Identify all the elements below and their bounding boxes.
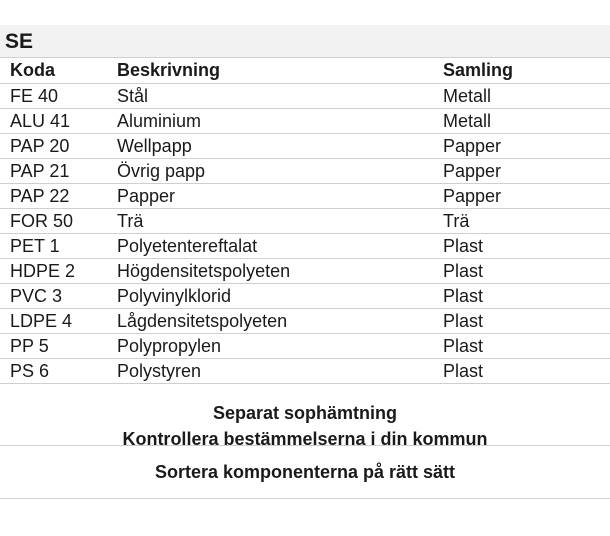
collection-cell: Plast bbox=[443, 234, 610, 259]
code-cell: ALU 41 bbox=[0, 109, 117, 134]
collection-cell: Trä bbox=[443, 209, 610, 234]
table-row bbox=[0, 134, 610, 159]
header-collection: Samling bbox=[443, 58, 610, 84]
table-row bbox=[0, 84, 610, 109]
header-code: Koda bbox=[0, 58, 117, 84]
table-header-row bbox=[0, 58, 610, 84]
collection-note bbox=[0, 384, 610, 449]
description-cell: Stål bbox=[117, 84, 443, 109]
collection-cell: Plast bbox=[443, 259, 610, 284]
code-cell: PAP 22 bbox=[0, 184, 117, 209]
code-cell: PP 5 bbox=[0, 334, 117, 359]
table-row bbox=[0, 334, 610, 359]
collection-cell: Papper bbox=[443, 184, 610, 209]
description-cell: Papper bbox=[117, 184, 443, 209]
table-row bbox=[0, 109, 610, 134]
description-cell: Aluminium bbox=[117, 109, 443, 134]
code-cell: HDPE 2 bbox=[0, 259, 117, 284]
sort-correctly-text: Sortera komponenterna på rätt sätt bbox=[154, 462, 456, 482]
description-cell: Polyvinylklorid bbox=[117, 284, 443, 309]
recycling-codes-table bbox=[0, 58, 610, 384]
table-row bbox=[0, 359, 610, 384]
description-cell: Övrig papp bbox=[117, 159, 443, 184]
check-rules-text: Kontrollera bestämmelserna i din kommun bbox=[122, 429, 488, 449]
code-cell: LDPE 4 bbox=[0, 309, 117, 334]
code-cell: PVC 3 bbox=[0, 284, 117, 309]
description-cell: Polypropylen bbox=[117, 334, 443, 359]
collection-cell: Plast bbox=[443, 284, 610, 309]
collection-cell: Plast bbox=[443, 334, 610, 359]
table-row bbox=[0, 184, 610, 209]
code-cell: FOR 50 bbox=[0, 209, 117, 234]
code-cell: PS 6 bbox=[0, 359, 117, 384]
collection-cell: Plast bbox=[443, 359, 610, 384]
description-cell: Trä bbox=[117, 209, 443, 234]
table-row bbox=[0, 259, 610, 284]
country-code: SE bbox=[5, 30, 34, 53]
code-cell: PAP 20 bbox=[0, 134, 117, 159]
table-row bbox=[0, 159, 610, 184]
description-cell: Lågdensitetspolyeten bbox=[117, 309, 443, 334]
divider bbox=[0, 498, 610, 499]
description-cell: Högdensitetspolyeten bbox=[117, 259, 443, 284]
description-cell: Polyetentereftalat bbox=[117, 234, 443, 259]
description-cell: Polystyren bbox=[117, 359, 443, 384]
collection-cell: Metall bbox=[443, 84, 610, 109]
separate-collection-text: Separat sophämtning bbox=[212, 403, 398, 423]
collection-cell: Metall bbox=[443, 109, 610, 134]
code-cell: FE 40 bbox=[0, 84, 117, 109]
top-spacer bbox=[0, 0, 610, 25]
collection-cell: Papper bbox=[443, 159, 610, 184]
table-row bbox=[0, 284, 610, 309]
table-row bbox=[0, 234, 610, 259]
table-row bbox=[0, 209, 610, 234]
collection-cell: Plast bbox=[443, 309, 610, 334]
header-description: Beskrivning bbox=[117, 58, 443, 84]
code-cell: PAP 21 bbox=[0, 159, 117, 184]
table-row bbox=[0, 309, 610, 334]
collection-cell: Papper bbox=[443, 134, 610, 159]
footer-notes bbox=[0, 384, 610, 499]
code-cell: PET 1 bbox=[0, 234, 117, 259]
description-cell: Wellpapp bbox=[117, 134, 443, 159]
country-header bbox=[0, 25, 610, 58]
